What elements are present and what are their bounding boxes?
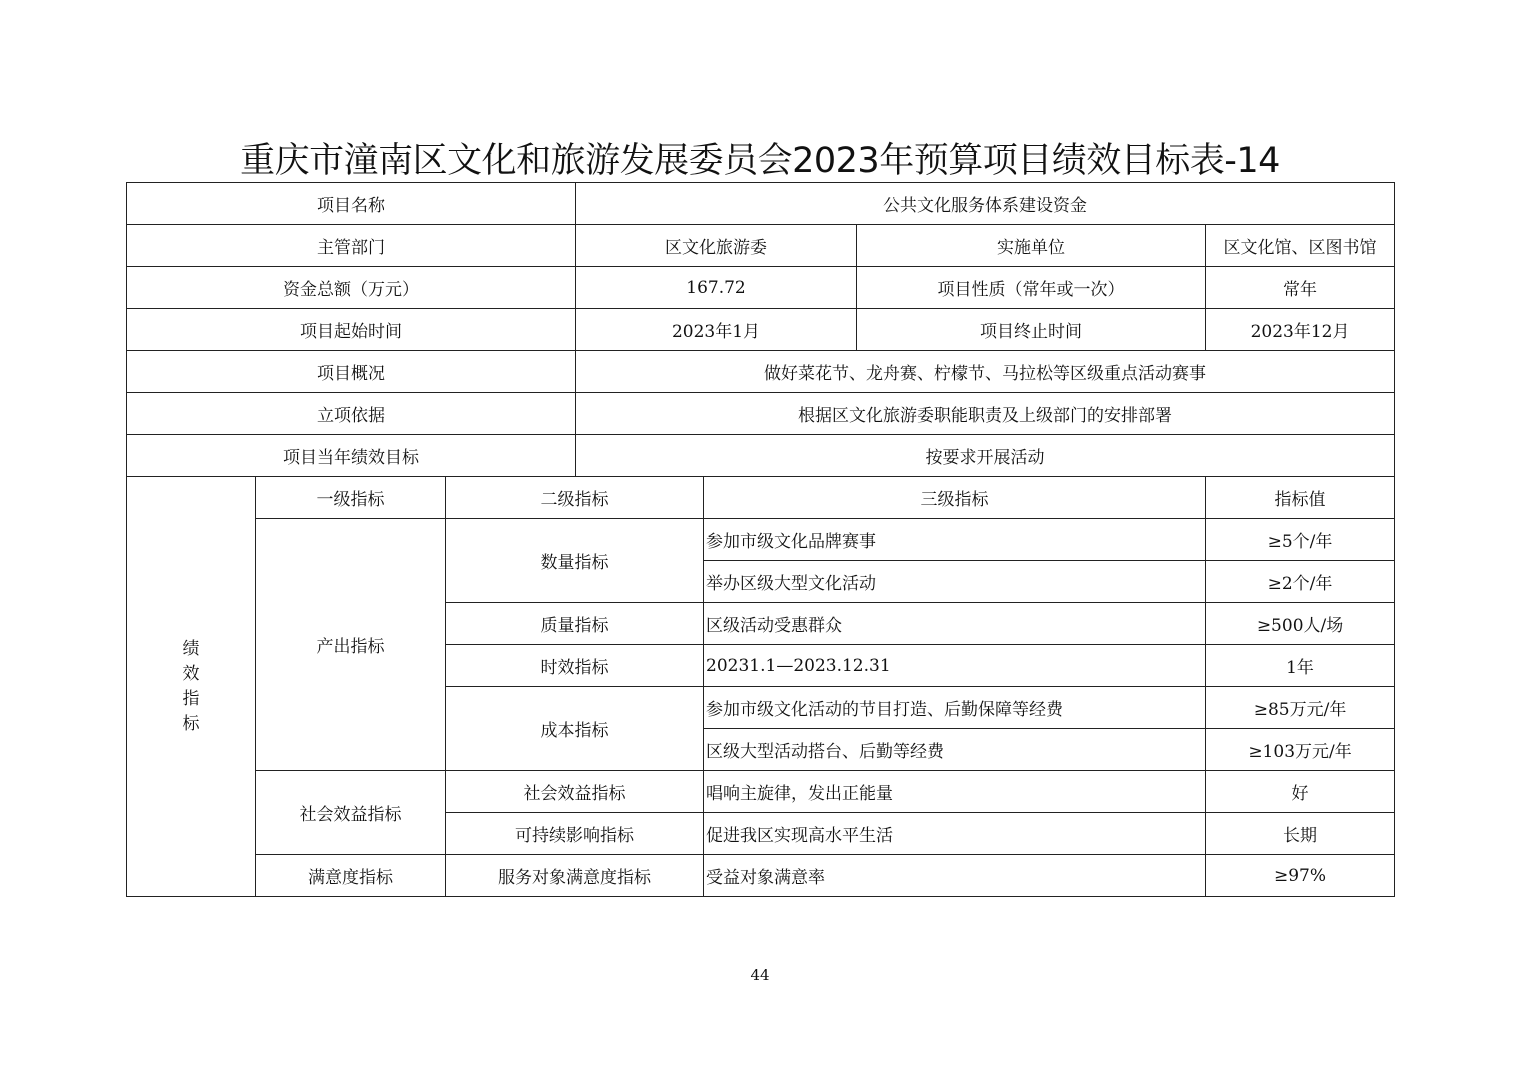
- row-overview: [127, 351, 1395, 393]
- section-label-char: 绩: [182, 638, 200, 659]
- section-label-char: 指: [182, 688, 200, 709]
- project-name-label: 项目名称: [127, 183, 576, 225]
- level3-item: 举办区级大型文化活动: [704, 561, 1206, 603]
- impl-label: 实施单位: [857, 225, 1206, 267]
- level2-social-benefit: 社会效益指标: [446, 771, 704, 813]
- indicator-value: ≥2个/年: [1206, 561, 1395, 603]
- start-value: 2023年1月: [576, 309, 857, 351]
- indicator-value: 长期: [1206, 813, 1395, 855]
- fund-value: 167.72: [576, 267, 857, 309]
- row-basis: [127, 393, 1395, 435]
- header-level2: 二级指标: [446, 477, 704, 519]
- level1-output: 产出指标: [256, 519, 446, 771]
- indicator-value: 1年: [1206, 645, 1395, 687]
- level1-satisfaction: 满意度指标: [256, 855, 446, 897]
- row-department: [127, 225, 1395, 267]
- table-row: [127, 855, 1395, 897]
- nature-value: 常年: [1206, 267, 1395, 309]
- end-label: 项目终止时间: [857, 309, 1206, 351]
- dept-value: 区文化旅游委: [576, 225, 857, 267]
- level2-sustainable: 可持续影响指标: [446, 813, 704, 855]
- indicator-section-label: [127, 477, 256, 897]
- row-goal: [127, 435, 1395, 477]
- level3-item: 参加市级文化品牌赛事: [704, 519, 1206, 561]
- indicator-value: 好: [1206, 771, 1395, 813]
- table-row: [127, 771, 1395, 813]
- indicator-header-row: [127, 477, 1395, 519]
- goal-label: 项目当年绩效目标: [127, 435, 576, 477]
- dept-label: 主管部门: [127, 225, 576, 267]
- performance-target-table: [126, 182, 1395, 897]
- level3-item: 受益对象满意率: [704, 855, 1206, 897]
- page-number: 44: [750, 966, 770, 984]
- indicator-value: ≥500人/场: [1206, 603, 1395, 645]
- level2-timeliness: 时效指标: [446, 645, 704, 687]
- row-project-name: [127, 183, 1395, 225]
- level3-item: 区级活动受惠群众: [704, 603, 1206, 645]
- end-value: 2023年12月: [1206, 309, 1395, 351]
- section-label-char: 效: [182, 663, 200, 684]
- row-dates: [127, 309, 1395, 351]
- impl-value: 区文化馆、区图书馆: [1206, 225, 1395, 267]
- table-row: [127, 519, 1395, 561]
- level2-quality: 质量指标: [446, 603, 704, 645]
- start-label: 项目起始时间: [127, 309, 576, 351]
- level3-item: 参加市级文化活动的节目打造、后勤保障等经费: [704, 687, 1206, 729]
- document-title: 重庆市潼南区文化和旅游发展委员会2023年预算项目绩效目标表-14: [240, 141, 1280, 181]
- level3-item: 促进我区实现高水平生活: [704, 813, 1206, 855]
- indicator-value: ≥97%: [1206, 855, 1395, 897]
- header-value: 指标值: [1206, 477, 1395, 519]
- indicator-value: ≥5个/年: [1206, 519, 1395, 561]
- indicator-value: ≥85万元/年: [1206, 687, 1395, 729]
- level3-item: 唱响主旋律，发出正能量: [704, 771, 1206, 813]
- level2-service: 服务对象满意度指标: [446, 855, 704, 897]
- project-name-value: 公共文化服务体系建设资金: [576, 183, 1395, 225]
- row-fund: [127, 267, 1395, 309]
- goal-value: 按要求开展活动: [576, 435, 1395, 477]
- header-level1: 一级指标: [256, 477, 446, 519]
- overview-value: 做好菜花节、龙舟赛、柠檬节、马拉松等区级重点活动赛事: [576, 351, 1395, 393]
- level2-cost: 成本指标: [446, 687, 704, 771]
- basis-label: 立项依据: [127, 393, 576, 435]
- level3-item: 区级大型活动搭台、后勤等经费: [704, 729, 1206, 771]
- header-level3: 三级指标: [704, 477, 1206, 519]
- section-label-char: 标: [182, 713, 200, 734]
- level2-quantity: 数量指标: [446, 519, 704, 603]
- indicator-value: ≥103万元/年: [1206, 729, 1395, 771]
- level3-item: 20231.1—2023.12.31: [704, 645, 1206, 687]
- nature-label: 项目性质（常年或一次）: [857, 267, 1206, 309]
- level1-social: 社会效益指标: [256, 771, 446, 855]
- fund-label: 资金总额（万元）: [127, 267, 576, 309]
- overview-label: 项目概况: [127, 351, 576, 393]
- basis-value: 根据区文化旅游委职能职责及上级部门的安排部署: [576, 393, 1395, 435]
